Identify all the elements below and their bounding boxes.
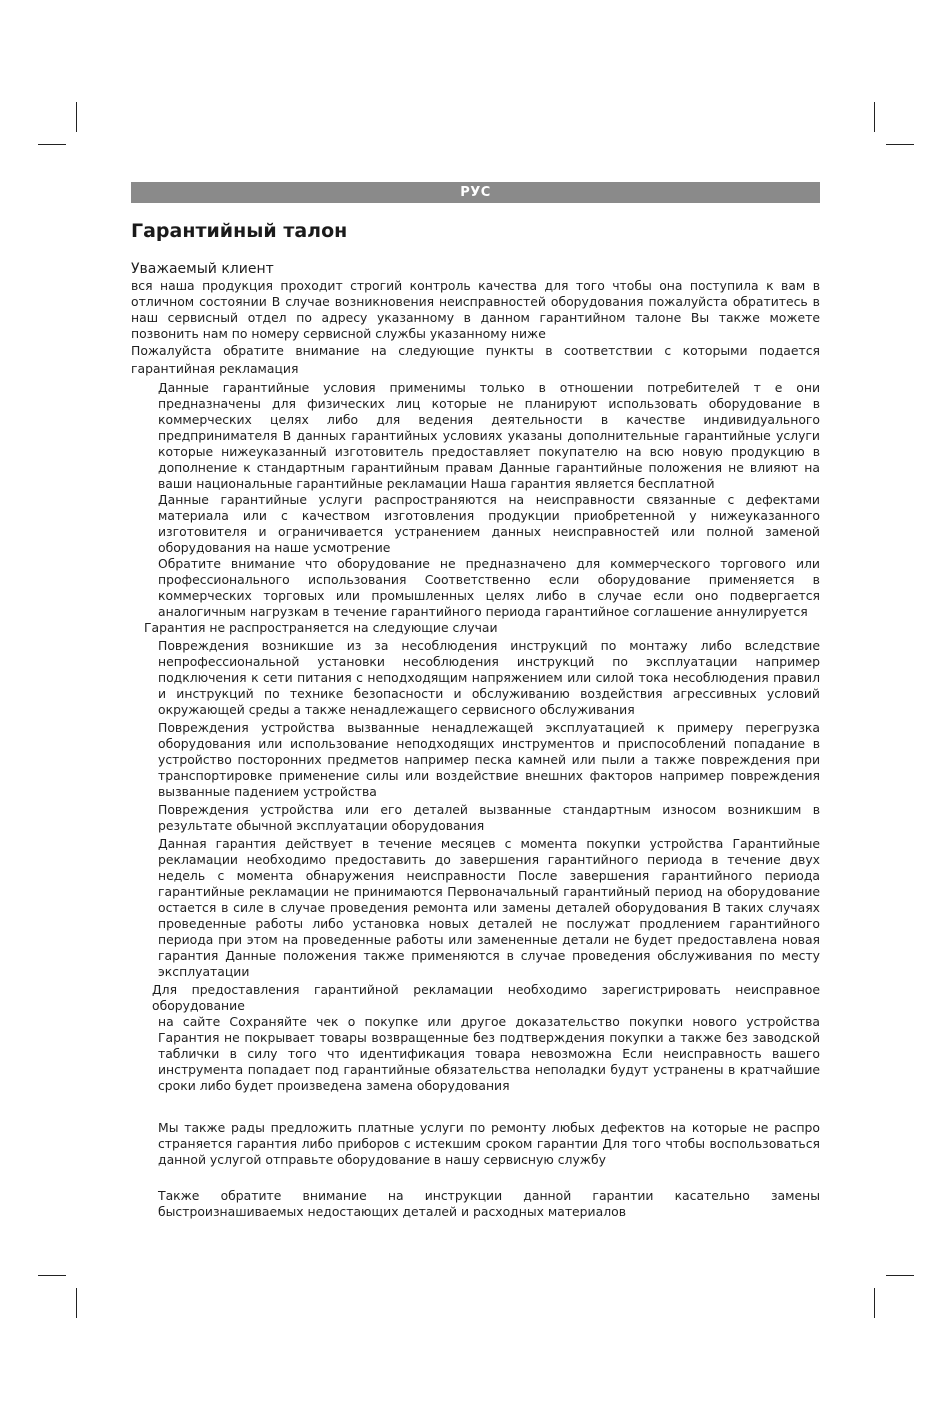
crop-mark-top-right [874, 102, 875, 132]
exclusion-item-3: Повреждения устройства или его деталей вызванные стандартным износом возникшим в результате обычной эксплуатации оборудования [158, 802, 820, 833]
registration-paragraph: на сайте Сохраняйте чек о покупке или другое доказательство покупки нового устройства Гарантия не покрывает товары возвращенные без подтверждения покупки а также без заводской таблички в силу того что идентификация товара невозможна Если неисправность вашего инструмента попадает под гарантийные обязательства неполадки будут устранены в кратчайшие сроки либо будет произведена замена оборудования [158, 1014, 820, 1093]
condition-item-3: Обратите внимание что оборудование не предназначено для коммерческого торгового или профессионального использования Соответственно если оборудование применяется в коммерческих торговых или промышленных целях либо в случае если оно подвергается аналогичным нагрузкам в течение гарантийного периода гарантийное соглашение аннулируется [158, 556, 820, 619]
crop-mark-bottom-right [886, 1275, 914, 1276]
page-title: Гарантийный талон [131, 220, 348, 242]
crop-mark-bottom-left [76, 1288, 77, 1318]
warranty-text [131, 261, 820, 1220]
language-header-bar: РУС [131, 182, 820, 203]
crop-mark-top-left [38, 144, 66, 145]
exclusion-item-1: Повреждения возникшие из за несоблюдения инструкций по монтажу либо вследствие непрофессиональной установки несоблюдения инструкций по эксплуатации например подключения к сети питания с неподходящим напряжением или силой тока несоблюдения правил и инструкций по технике безопасности и обслуживанию воздействия агрессивных условий окружающей среды а также ненадлежащего сервисного обслуживания [158, 638, 820, 717]
crop-mark-bottom-left [38, 1275, 66, 1276]
greeting: Уважаемый клиент [131, 261, 274, 277]
notice-paragraph: Пожалуйста обратите внимание на следующие пункты в соответствии с которыми подается гарантийная рекламация [131, 343, 820, 376]
final-notice-paragraph: Также обратите внимание на инструкции данной гарантии касательно замены быстроизнашиваемых недостающих деталей и расходных материалов [158, 1188, 820, 1219]
condition-item-1: Данные гарантийные условия применимы только в отношении потребителей т е они предназначены для физических лиц которые не планируют использовать оборудование в коммерческих целях либо для ведения деятельности в качестве индивидуального предпринимателя В данных гарантийных условиях указаны дополнительные гарантийные услуги которые нижеуказанный изготовитель предоставляет покупателю на всю новую продукцию в дополнение к стандартным гарантийным правам Данные гарантийные положения не влияют на ваши национальные гарантийные рекламации Наша гарантия является бесплатной [158, 380, 820, 491]
crop-mark-top-left [76, 102, 77, 132]
crop-mark-top-right [886, 144, 914, 145]
exclusions-heading: Гарантия не распространяется на следующие случаи [144, 620, 498, 635]
intro-paragraph: вся наша продукция проходит строгий контроль качества для того чтобы она поступила к вам в отличном состоянии В случае возникновения неисправностей оборудования пожалуйста обратитесь в наш сервисный отдел по адресу указанному в данном гарантийном талоне Вы также можете позвонить нам по номеру сервисной службы указанному ниже [131, 278, 820, 341]
exclusion-item-2: Повреждения устройства вызванные ненадлежащей эксплуатацией к примеру перегрузка оборудования или использование неподходящих инструментов и приспособлений попадание в устройство посторонних предметов например песка камней или пыли а также повреждения при транспортировке применение силы или воздействие внешних факторов например повреждения вызванные падением устройства [158, 720, 820, 799]
paid-service-paragraph: Мы также рады предложить платные услуги по ремонту любых дефектов на которые не распро страняется гарантия либо приборов с истекшим сроком гарантии Для того чтобы воспользоваться данной услугой отправьте оборудование в нашу сервисную службу [158, 1120, 820, 1167]
registration-line: Для предоставления гарантийной рекламации необходимо зарегистрировать неисправное оборудование [152, 982, 820, 1013]
warranty-period-paragraph: Данная гарантия действует в течение месяцев с момента покупки устройства Гарантийные рекламации необходимо предоставить до завершения гарантийного периода в течение двух недель с момента обнаружения неисправности После завершения гарантийного периода гарантийные рекламации не принимаются Первоначальный гарантийный период на оборудование остается в силе в случае проведения ремонта или замены деталей оборудования В таких случаях проведенные работы либо установка новых деталей не послужат продлением гарантийного периода при этом на проведенные работы или замененные детали не будет предоставлена новая гарантия Данные положения также применяются в случае проведения обслуживания по месту эксплуатации [158, 836, 820, 979]
condition-item-2: Данные гарантийные услуги распространяются на неисправности связанные с дефектами материала или с качеством изготовления продукции приобретенной у нижеуказанного изготовителя и ограничивается устранением данных неисправностей или полной заменой оборудования на наше усмотрение [158, 492, 820, 555]
crop-mark-bottom-right [874, 1288, 875, 1318]
